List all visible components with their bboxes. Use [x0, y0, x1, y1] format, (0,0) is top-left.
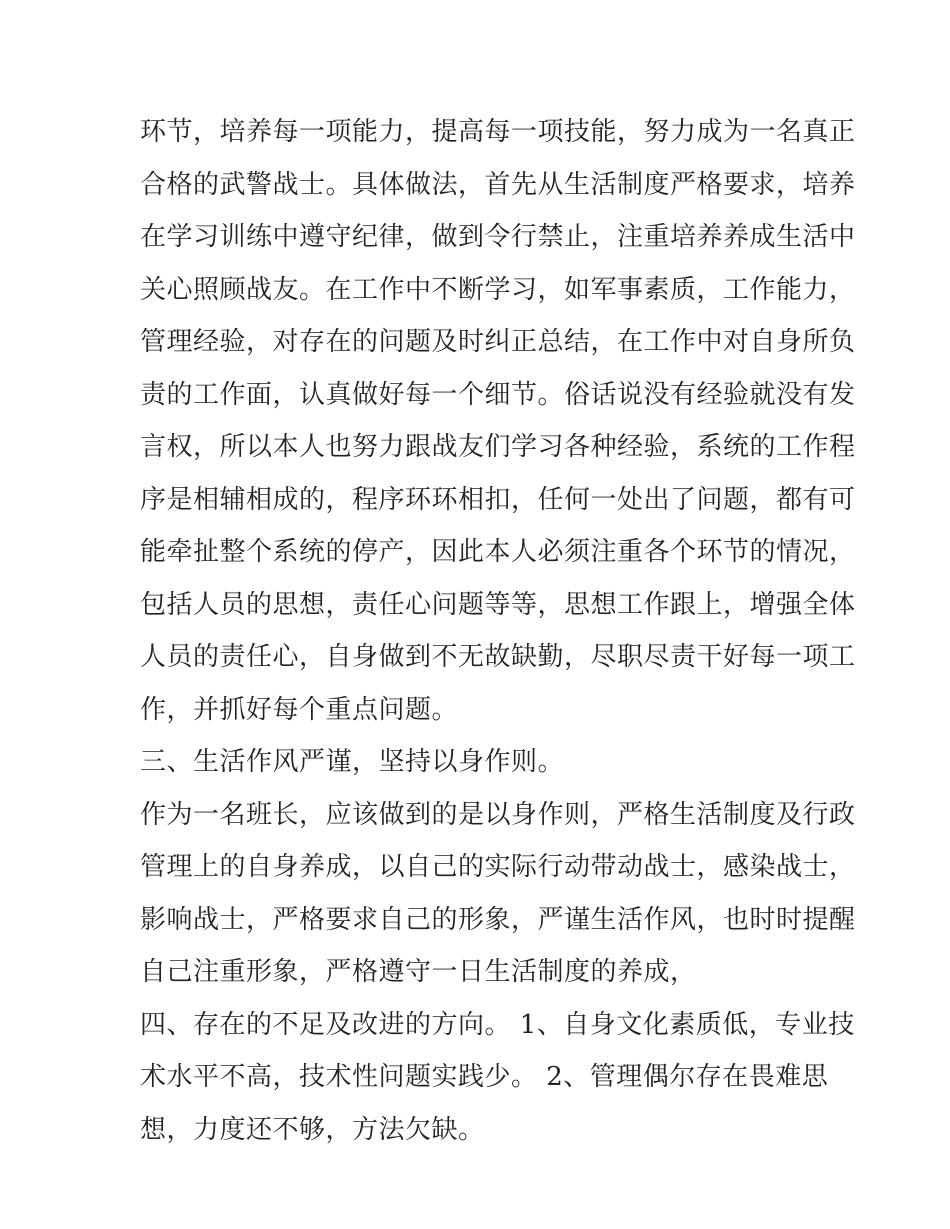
paragraph-line: 想，力度还不够，方法欠缺。	[140, 1114, 485, 1145]
paragraph-line: 在学习训练中遵守纪律，做到令行禁止，注重培养养成生活中	[140, 222, 856, 252]
paragraph-line: 管理经验，对存在的问题及时纠正总结，在工作中对自身所负	[140, 327, 856, 357]
paragraph-line: 言权，所以本人也努力跟战友们学习各种经验，系统的工作程	[140, 432, 856, 462]
paragraph-line: 责的工作面，认真做好每一个细节。俗话说没有经验就没有发	[140, 379, 856, 410]
paragraph-line: 自己注重形象，严格遵守一日生活制度的养成，	[140, 957, 697, 987]
paragraph-line: 术水平不高，技术性问题实践少。 2、管理偶尔存在畏难思	[140, 1062, 829, 1092]
paragraph-line: 影响战士，严格要求自己的形象，严谨生活作风，也时时提醒	[140, 904, 856, 935]
section-heading-3: 三、生活作风严谨，坚持以身作则。	[140, 747, 565, 777]
paragraph-line: 能牵扯整个系统的停产，因此本人必须注重各个环节的情况，	[140, 537, 856, 567]
paragraph-line: 包括人员的思想，责任心问题等等，思想工作跟上，增强全体	[140, 589, 856, 620]
paragraph-line: 管理上的自身养成，以自己的实际行动带动战士，感染战士，	[140, 852, 856, 882]
paragraph-line: 序是相辅相成的，程序环环相扣，任何一处出了问题，都有可	[140, 484, 856, 515]
document-body	[140, 106, 856, 1156]
paragraph-line: 作，并抓好每个重点问题。	[140, 694, 459, 725]
paragraph-line: 合格的武警战士。具体做法，首先从生活制度严格要求，培养	[140, 169, 856, 200]
paragraph-line: 作为一名班长，应该做到的是以身作则，严格生活制度及行政	[140, 799, 856, 830]
paragraph-line: 环节，培养每一项能力，提高每一项技能，努力成为一名真正	[140, 117, 856, 147]
paragraph-line: 关心照顾战友。在工作中不断学习，如军事素质，工作能力，	[140, 274, 856, 305]
section-heading-4: 四、存在的不足及改进的方向。 1、自身文化素质低，专业技	[140, 1009, 855, 1040]
paragraph-line: 人员的责任心，自身做到不无故缺勤，尽职尽责干好每一项工	[140, 642, 856, 672]
